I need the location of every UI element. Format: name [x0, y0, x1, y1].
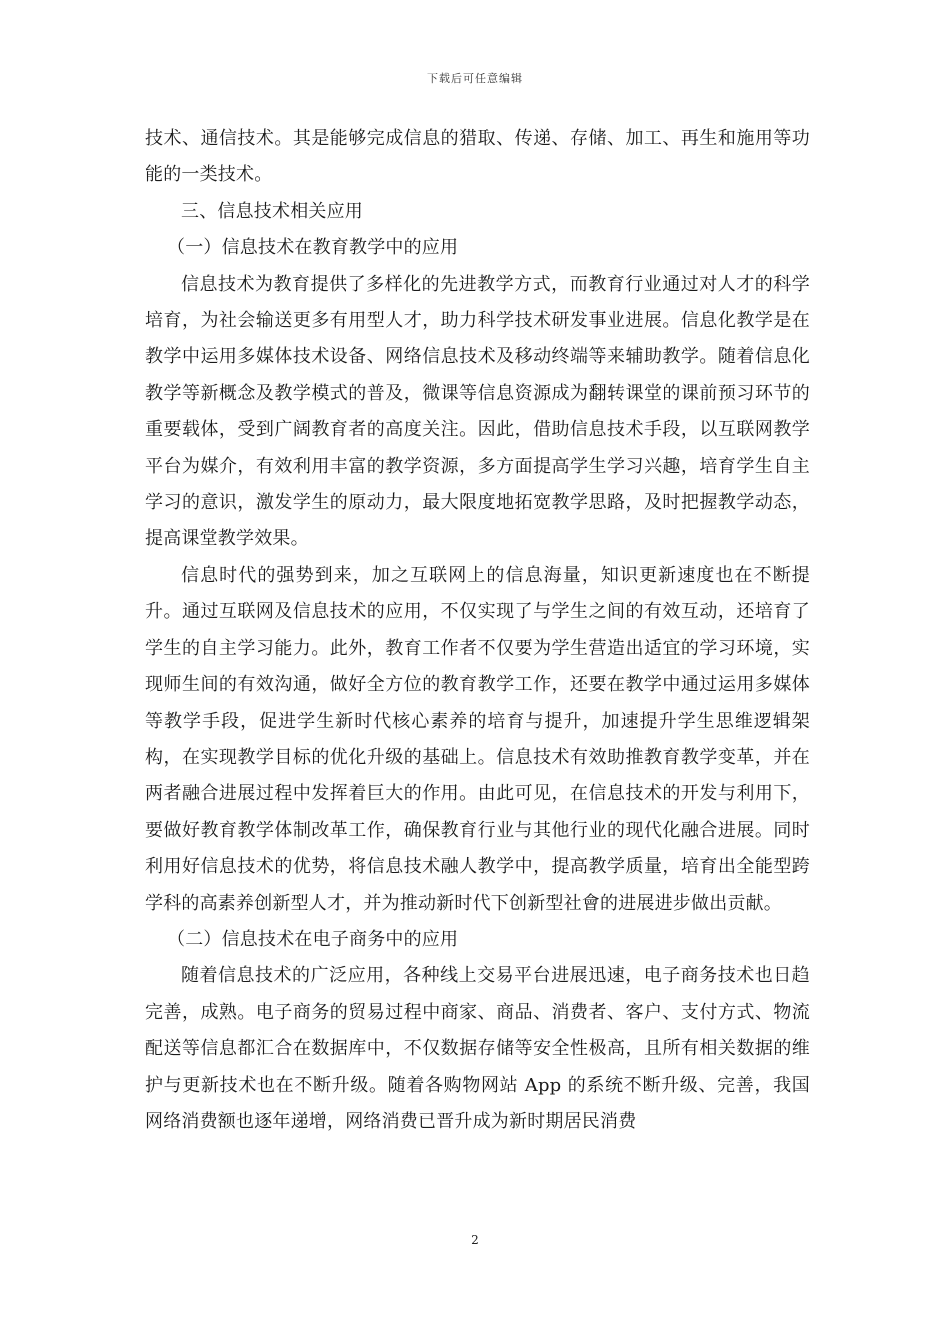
paragraph-education-2: 信息时代的强势到来，加之互联网上的信息海量，知识更新速度也在不断提升。通过互联网及信息技术的应用，不仅实现了与学生之间的有效互动，还培育了学生的自主学习能力。此外，教育工作者不仅要为学生营造出适宜的学习环境，实现师生间的有效沟通，做好全方位的教育教学工作，还要在教学中通过运用多媒体等教学手段，促进学生新时代核心素养的培育与提升，加速提升学生思维逻辑架构，在实现教学目标的优化升级的基础上。信息技术有效助推教育教学变革，并在两者融合进展过程中发挥着巨大的作用。由此可见，在信息技术的开发与利用下，要做好教育教学体制改革工作，确保教育行业与其他行业的现代化融合进展。同时利用好信息技术的优势，将信息技术融人教学中，提高教学质量，培育出全能型跨学科的高素养创新型人才，并为推动新时代下创新型社會的进展进步做出贡献。: [145, 564, 810, 914]
page-header: 下载后可任意编辑: [427, 72, 523, 85]
section-heading: 三、信息技术相关应用: [181, 200, 363, 222]
paragraph-ecommerce-1: 随着信息技术的广泛应用，各种线上交易平台进展迅速，电子商务技术也日趋完善，成熟。电子商务的贸易过程中商家、商品、消费者、客户、支付方式、物流配送等信息都汇合在数据库中，不仅数据存储等安全性极高，且所有相关数据的维护与更新技术也在不断升级。随着各购物网站 App 的系统不断升级、完善，我国网络消费额也逐年递增，网络消费已晋升成为新时期居民消费: [145, 965, 810, 1132]
continuation-paragraph: 技术、通信技术。其是能够完成信息的猎取、传递、存储、加工、再生和施用等功能的一类技术。: [145, 128, 810, 186]
page-number: 2: [471, 1233, 479, 1247]
subsection-heading-ecommerce: （二）信息技术在电子商务中的应用: [167, 928, 459, 950]
subsection-heading-education: （一）信息技术在教育教学中的应用: [167, 237, 459, 259]
paragraph-education-1: 信息技术为教育提供了多样化的先进教学方式，而教育行业通过对人才的科学培育，为社会输送更多有用型人才，助力科学技术研发事业进展。信息化教学是在教学中运用多媒体技术设备、网络信息技术及移动终端等来辅助教学。随着信息化教学等新概念及教学模式的普及，微课等信息资源成为翻转课堂的课前预习环节的重要载体，受到广阔教育者的高度关注。因此，借助信息技术手段，以互联网教学平台为媒介，有效利用丰富的教学资源，多方面提高学生学习兴趣，培育学生自主学习的意识，激发学生的原动力，最大限度地拓宽教学思路，及时把握教学动态，提高课堂教学效果。: [145, 273, 810, 550]
document-body: [145, 121, 810, 1140]
